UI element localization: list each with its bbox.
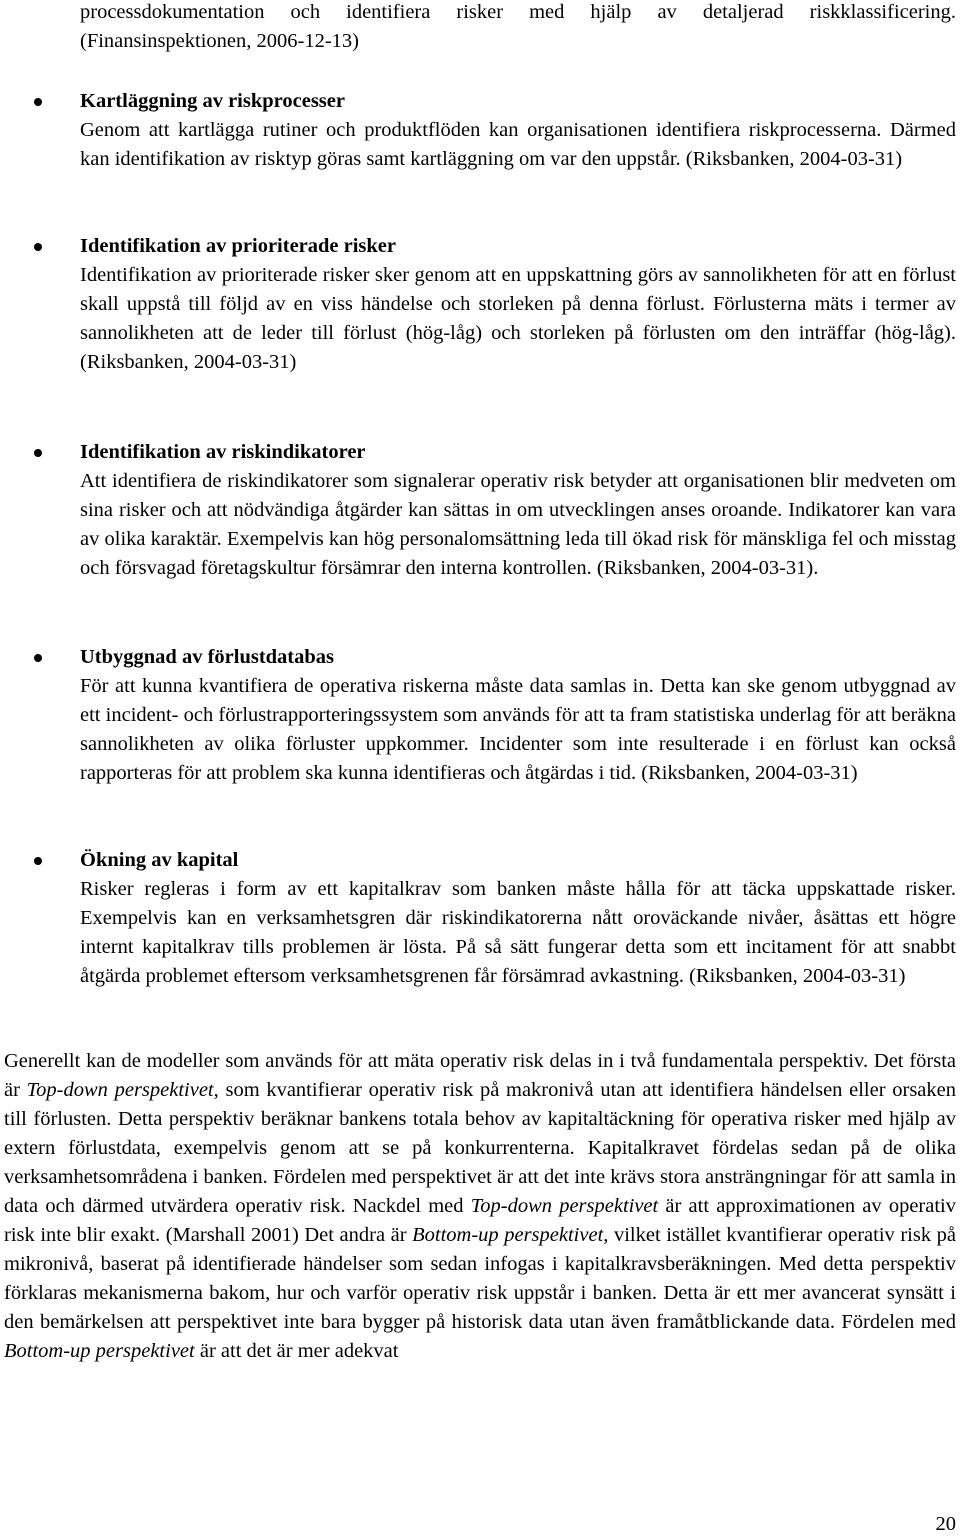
bullet-text: Identifikation av prioriterade risker sker genom att en uppskattning görs av sannolikheten för att en förlust skall uppstå till följd av en viss händelse och storleken på denna förlust. Förlusterna mäts i termer av sannolikheten att de leder till förlust (hög-låg) och storleken på förlusten om den inträffar (hög-låg). (Riksbanken, 2004-03-31) [80, 264, 956, 373]
closing-text-part: är att det är mer adekvat [194, 1340, 399, 1362]
bullet-text: Genom att kartlägga rutiner och produktflöden kan organisationen identifiera riskprocesserna. Därmed kan identifikation av risktyp göras samt kartläggning om var den uppstår. (Riksbanken, 2004-03-31) [80, 119, 956, 170]
bullet-item-riskindikatorer [80, 438, 956, 583]
bullet-item-kartlaggning [80, 87, 956, 174]
closing-emphasis: Bottom-up perspektivet, [412, 1224, 609, 1246]
bullet-item-prioriterade-risker [80, 232, 956, 377]
continued-paragraph: processdokumentation och identifiera risker med hjälp av detaljerad riskklassificering. (Finansinspektionen, 2006-12-13) [80, 1, 956, 52]
bullet-dot-icon [34, 449, 42, 457]
bullet-text: Att identifiera de riskindikatorer som signalerar operativ risk betyder att organisationen blir medveten om sina risker och att nödvändiga åtgärder kan sättas in om utvecklingen anses oroande. Indikatorer kan vara av olika karaktär. Exempelvis kan hög personalomsättning leda till ökad risk för mänskliga fel och misstag och försvagad företagskultur försämrar den interna kontrollen. (Riksbanken, 2004-03-31). [80, 470, 956, 579]
bullet-title: Ökning av kapital [80, 849, 239, 871]
closing-paragraph [4, 1047, 956, 1366]
bullet-item-okning-av-kapital [80, 846, 956, 991]
closing-emphasis: Top-down perspektivet [26, 1079, 214, 1101]
closing-text-part: Generellt kan de modeller som används för att mäta operativ risk delas in i två fundamentala perspektiv. Det första är [4, 1050, 956, 1101]
closing-text-part: , som kvantifierar operativ risk på makronivå utan att identifiera händelsen eller orsaken till förlusten. Detta perspektiv beräknar bankens totala behov av kapitaltäckning för operativa risker med hjälp av extern förlustdata, exempelvis genom att se på konkurrenterna. Kapitalkravet fördelas sedan på de olika verksamhetsområdena i banken. Fördelen med perspektivet är att det inte krävs stora ansträngningar för att samla in data och därmed utvärdera operativ risk. Nackdel med [4, 1079, 956, 1217]
bullet-title: Identifikation av riskindikatorer [80, 441, 366, 463]
page-number: 20 [935, 1513, 956, 1535]
bullet-dot-icon [34, 243, 42, 251]
bullet-text: För att kunna kvantifiera de operativa riskerna måste data samlas in. Detta kan ske genom utbyggnad av ett incident- och förlustrapporteringssystem som används för att ta fram statistiska underlag för att beräkna sannolikheten av olika förluster uppkommer. Incidenter som inte resulterade i en förlust kan också rapporteras för att problem ska kunna identifieras och åtgärdas i tid. (Riksbanken, 2004-03-31) [80, 675, 956, 784]
bullet-dot-icon [34, 654, 42, 662]
bullet-title: Kartläggning av riskprocesser [80, 90, 345, 112]
bullet-text: Risker regleras i form av ett kapitalkrav som banken måste hålla för att täcka uppskattade risker. Exempelvis kan en verksamhetsgren där riskindikatorerna nått oroväckande nivåer, åsättas ett högre internt kapitalkrav tills problemen är lösta. På så sätt fungerar detta som ett incitament för att snabbt åtgärda problemet eftersom verksamhetsgrenen får försämrad avkastning. (Riksbanken, 2004-03-31) [80, 878, 956, 987]
bullet-dot-icon [34, 857, 42, 865]
bullet-item-forlustdatabas [80, 643, 956, 788]
closing-text-part: är att approximationen av operativ risk inte blir exakt. (Marshall 2001) Det andra är [4, 1195, 956, 1246]
closing-text-part: vilket istället kvantifierar operativ risk på mikronivå, baserat på identifierade händelser som sedan infogas i kapitalkravsberäkningen. Med detta perspektiv förklaras mekanismerna bakom, hur och varför operativ risk uppstår i banken. Detta är ett mer avancerat synsätt i den bemärkelsen att perspektivet inte bara bygger på historisk data utan även framåtblickande data. Fördelen med [4, 1224, 956, 1333]
bullet-dot-icon [34, 98, 42, 106]
closing-emphasis: Bottom-up perspektivet [4, 1340, 195, 1362]
closing-emphasis: Top-down perspektivet [470, 1195, 659, 1217]
bullet-title: Identifikation av prioriterade risker [80, 235, 397, 257]
bullet-title: Utbyggnad av förlustdatabas [80, 646, 335, 668]
